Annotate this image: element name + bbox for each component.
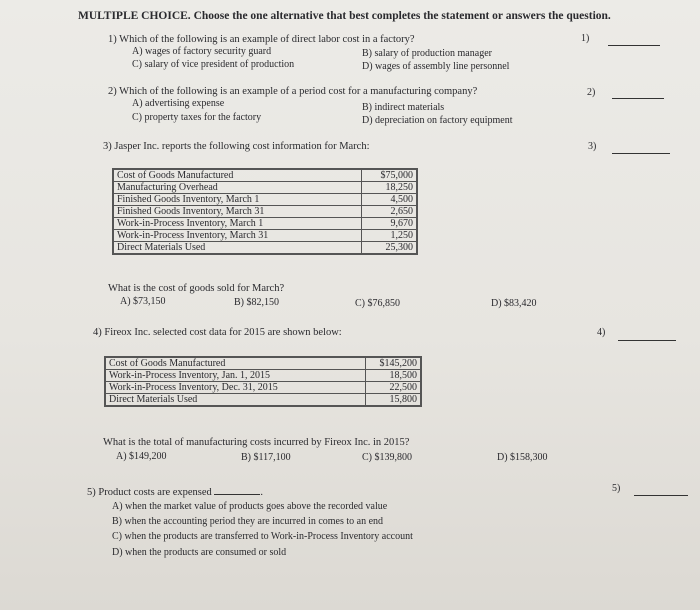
question-3-option-c[interactable]: C) $76,850 [355, 298, 400, 309]
table-row [105, 370, 421, 382]
table-row [113, 194, 417, 206]
table-row [113, 242, 417, 255]
table-cell-value: 15,800 [366, 394, 422, 407]
table-cell-value: 1,250 [362, 230, 418, 242]
question-4-followup: What is the total of manufacturing costs incurred by Fireox Inc. in 2015? [103, 437, 410, 448]
table-cell-value: $75,000 [362, 169, 418, 182]
table-row [105, 394, 421, 407]
question-3-cost-table [112, 168, 418, 255]
table-cell-value: 2,650 [362, 206, 418, 218]
table-cell-value: 9,670 [362, 218, 418, 230]
table-cell-label: Finished Goods Inventory, March 1 [113, 194, 362, 206]
table-cell-value: 18,250 [362, 182, 418, 194]
question-3-option-a[interactable]: A) $73,150 [120, 296, 166, 307]
table-row [113, 169, 417, 182]
question-2-option-a[interactable]: A) advertising expense [132, 98, 225, 109]
table-row [105, 382, 421, 394]
table-cell-label: Work-in-Process Inventory, March 31 [113, 230, 362, 242]
question-4-option-a[interactable]: A) $149,200 [116, 451, 167, 462]
table-cell-label: Cost of Goods Manufactured [113, 169, 362, 182]
question-3-answer-blank[interactable] [612, 153, 670, 154]
table-cell-value: $145,200 [366, 357, 422, 370]
question-2-stem: 2) Which of the following is an example of a period cost for a manufacturing company? [108, 86, 478, 97]
question-1-answer-blank[interactable] [608, 45, 660, 46]
table-row [113, 218, 417, 230]
question-5-stem: 5) Product costs are expensed . [87, 487, 264, 498]
question-1-option-a[interactable]: A) wages of factory security guard [132, 46, 272, 57]
question-2-option-d[interactable]: D) depreciation on factory equipment [362, 115, 513, 126]
table-cell-label: Work-in-Process Inventory, Jan. 1, 2015 [105, 370, 366, 382]
question-1-option-d[interactable]: D) wages of assembly line personnel [362, 61, 510, 72]
table-cell-value: 25,300 [362, 242, 418, 255]
table-row [113, 182, 417, 194]
question-2-option-c[interactable]: C) property taxes for the factory [132, 112, 262, 123]
question-5-option-d[interactable]: D) when the products are consumed or sold [112, 547, 287, 558]
table-cell-label: Finished Goods Inventory, March 31 [113, 206, 362, 218]
table-row [105, 357, 421, 370]
table-cell-label: Direct Materials Used [105, 394, 366, 407]
table-row [113, 206, 417, 218]
question-5-fill-blank [214, 494, 260, 495]
question-1-stem: 1) Which of the following is an example of direct labor cost in a factory? [108, 34, 415, 45]
question-1-option-b[interactable]: B) salary of production manager [362, 48, 492, 59]
question-3-option-b[interactable]: B) $82,150 [234, 297, 279, 308]
question-5-option-b[interactable]: B) when the accounting period they are incurred in comes to an end [112, 516, 384, 527]
question-2-number: 2) [587, 87, 596, 98]
question-2-answer-blank[interactable] [612, 98, 664, 99]
question-3-option-d[interactable]: D) $83,420 [491, 298, 537, 309]
question-5-number: 5) [612, 483, 621, 494]
question-1-number: 1) [581, 33, 590, 44]
question-4-answer-blank[interactable] [618, 340, 676, 341]
question-5-stem-text: 5) Product costs are expensed [87, 487, 212, 498]
table-cell-value: 4,500 [362, 194, 418, 206]
table-cell-label: Cost of Goods Manufactured [105, 357, 366, 370]
question-5-answer-blank[interactable] [634, 495, 688, 496]
question-1-option-c[interactable]: C) salary of vice president of production [132, 59, 295, 70]
question-4-option-b[interactable]: B) $117,100 [241, 452, 291, 463]
question-4-stem: 4) Fireox Inc. selected cost data for 2015 are shown below: [93, 327, 342, 338]
table-row [113, 230, 417, 242]
question-4-cost-table [104, 356, 422, 407]
question-3-followup: What is the cost of goods sold for March? [108, 283, 285, 294]
question-2-option-b[interactable]: B) indirect materials [362, 102, 445, 113]
question-4-number: 4) [597, 327, 606, 338]
table-cell-label: Work-in-Process Inventory, March 1 [113, 218, 362, 230]
table-cell-label: Work-in-Process Inventory, Dec. 31, 2015 [105, 382, 366, 394]
table-cell-label: Direct Materials Used [113, 242, 362, 255]
question-4-option-c[interactable]: C) $139,800 [362, 452, 412, 463]
table-cell-value: 22,500 [366, 382, 422, 394]
instruction-text: Choose the one alternative that best completes the statement or answers the question. [193, 10, 611, 22]
question-4-option-d[interactable]: D) $158,300 [497, 452, 548, 463]
question-5-option-c[interactable]: C) when the products are transferred to Work-in-Process Inventory account [112, 531, 413, 542]
section-title: MULTIPLE CHOICE. [78, 10, 191, 22]
table-cell-label: Manufacturing Overhead [113, 182, 362, 194]
page-header [78, 10, 611, 22]
question-5-option-a[interactable]: A) when the market value of products goes above the recorded value [112, 501, 388, 512]
question-3-number: 3) [588, 141, 597, 152]
question-3-stem: 3) Jasper Inc. reports the following cost information for March: [103, 141, 370, 152]
table-cell-value: 18,500 [366, 370, 422, 382]
